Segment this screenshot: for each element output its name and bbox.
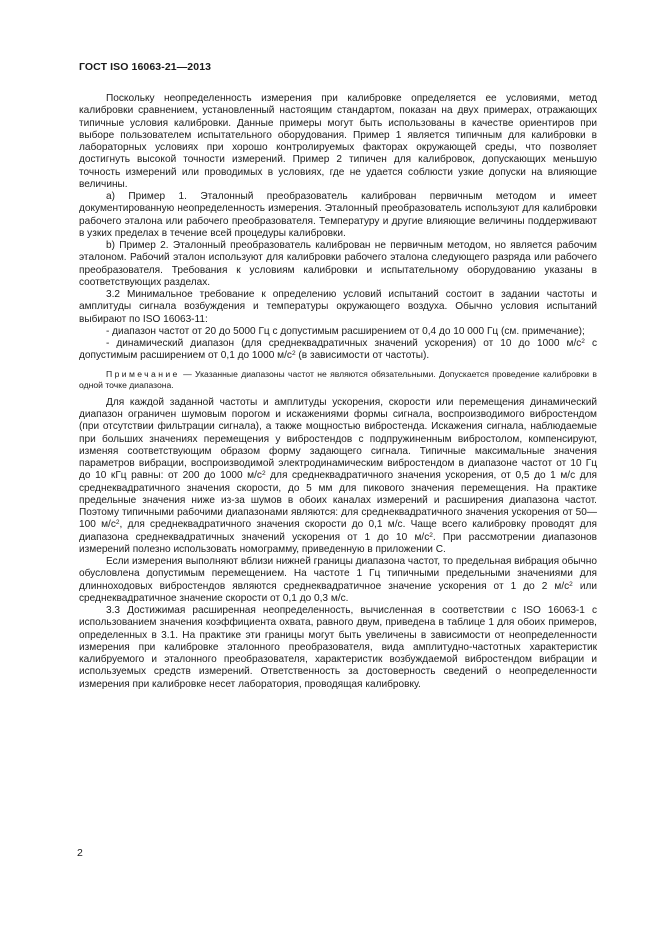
note-label: Примечание (106, 368, 180, 379)
list-item-dynamic-range: - динамический диапазон (для среднеквадратичных значений ускорения) от 10 до 1000 $м/с^2$ с допустимым расширением от 0,1 до 1000 $м/с^2$ (в зависимости от частоты). (79, 338, 597, 362)
paragraph-example-1: а) Пример 1. Эталонный преобразователь калиброван первичным методом и имеет документированную неопределенность измерения. Эталонный преобразователь используют для калибровки рабочего эталона или рабочего преобразователя. Температуру и другие влияющие величины поддерживают в узких пределах в течение всей процедуры калибровки. (79, 191, 597, 239)
paragraph-example-2: b) Пример 2. Эталонный преобразователь калиброван не первичным методом, но является рабочим эталоном. Рабочий эталон используют для калибровки рабочего эталона следующего разряда или рабочего преобразователя. Требования к условиям калибровки и испытательному оборудованию указаны в соответствующих разделах. (79, 240, 597, 288)
paragraph-3-2: 3.2 Минимальное требование к определению условий испытаний состоит в задании частоты и амплитуды сигнала возбуждения и температуры окружающего воздуха. Обычно условия испытаний выбирают по ISO 16063-11: (79, 289, 597, 325)
note: Примечание — Указанные диапазоны частот не являются обязательными. Допускается проведение калибровки в одной точке диапазона. (79, 368, 597, 390)
list-item-frequency-range: - диапазон частот от 20 до 5000 Гц с допустимым расширением от 0,4 до 10 000 Гц (см. примечание); (106, 325, 585, 337)
paragraph-3-3: 3.3 Достижимая расширенная неопределенность, вычисленная в соответствии с ISO 16063-1 с использованием значения коэффициента охвата, равного двум, приведена в таблице 1 для обоих примеров, определенных в 3.1. На практике эти границы могут быть увеличены в зависимости от неопределенности измерения при калибровке эталонного преобразователя, вида амплитудно-частотных характеристик калибруемого и эталонного преобразователя, характеристик возбуждаемой вибростендом вибрации и используемых средств измерений. Ответственность за достоверность сведений о неопределенности измерения при калибровке несет лаборатория, проводящая калибровку. (79, 605, 597, 690)
document-body (79, 93, 597, 691)
paragraph-intro: Поскольку неопределенность измерения при калибровке определяется ее условиями, метод калибровки сравнением, установленный настоящим стандартом, показан на двух примерах, отражающих типичные условия калибровки. Данные примеры могут быть использованы в качестве ориентиров при выборе пользователем испытательного оборудования. Пример 1 является типичным для калибровки в лабораторных условиях при хорошо контролируемых факторах окружающей среды, что позволяет достигнуть высокой точности измерений. Пример 2 типичен для калибровок, допускающих меньшую точность измерений или проводимых в условиях, где не удается соблюсти узкие допуски на влияющие величины. (79, 93, 597, 190)
paragraph-dynamic-range: Для каждой заданной частоты и амплитуды ускорения, скорости или перемещения динамический диапазон ограничен шумовым порогом и искажениями формы сигнала, воспроизводимого вибростендом (при отсутствии фильтрации сигнала), а также мощностью вибростенда. Искажения сигнала, наблюдаемые при больших значениях перемещения у вибростендов с подпружиненным вибростолом, компенсируют, изменяя соответствующим образом форму задающего сигнала. Типичные максимальные значения параметров вибрации, воспроизводимой электродинамическим вибростендом в диапазоне частот от 10 Гц до 10 кГц равны: от 200 до 1000 $м/с^2$ для среднеквадратичного значения ускорения, от 0,5 до 1 м/с для среднеквадратичного значения скорости, до 5 мм для пикового значения перемещения. На практике предельные значения ниже из-за шумов в обоих каналах измерений и расширения диапазона частот. Поэтому типичными рабочими диапазонами являются: для среднеквадратичного значения ускорения от 50—100 $м/с^2$, для среднеквадратичного значения скорости до 0,1 м/с. Чаще всего калибровку проводят для диапазона среднеквадратичных значений ускорения от 1 до 10 $м/с^2$. При рассмотрении диапазонов измерений полезно использовать номограмму, приведенную в приложении С. (79, 396, 598, 555)
paragraph-low-frequency: Если измерения выполняют вблизи нижней границы диапазона частот, то предельная вибрация обычно обусловлена допустимым перемещением. На частоте 1 Гц типичными предельными значениями для длинноходовых вибростендов являются среднеквадратичное значение ускорения от 1 до 2 $м/с^2$ или среднеквадратичное значение скорости от 0,1 до 0,3 м/с. (79, 556, 597, 604)
page-number: 2 (77, 847, 83, 859)
document-header: ГОСТ ISO 16063-21—2013 (79, 61, 212, 73)
